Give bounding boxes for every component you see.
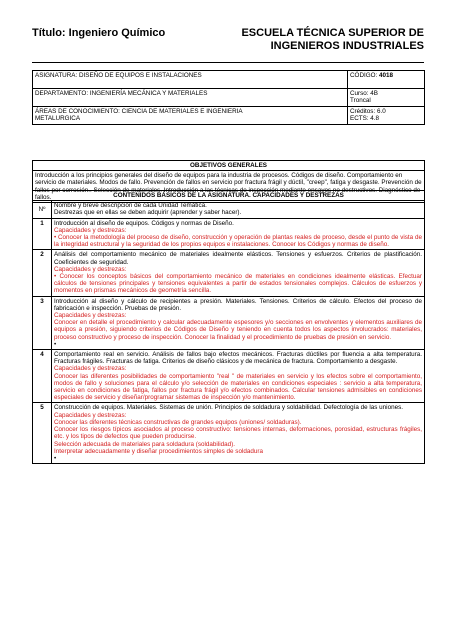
objectives-text: Introducción a los principios generales del diseño de equipos para la industria de procesos. Códigos de diseño. Comportamiento en servicio de materiales. Modos de fallo. Prevención de fallos en servicio por fractura frágil y dúctil, "creep", fatiga y desgaste. Prevención de fallos por corrosión.. Selección de materiales. Introducción a las técnicas de inspección mediante ensayos no destructivos. Diagnóstico de fallos. bbox=[33, 171, 425, 203]
department: DEPARTAMENTO: INGENIERÍA MECÁNICA Y MATERIALES bbox=[33, 89, 348, 107]
school-name-line-2: INGENIEROS INDUSTRIALES bbox=[270, 40, 424, 52]
header-divider bbox=[32, 62, 424, 63]
bullet: • bbox=[54, 454, 57, 462]
number-header: Nº bbox=[33, 201, 52, 218]
unit-skills: Conocer las diferentes posibilidades de comportamiento "real " de materiales en servicio y los efectos sobre el comportamiento, modos de fallo y soluciones para el cálculo y/o selección de materiales en condiciones especiales : servicio a alta temperatura, servicio en condiciones de fatiga, fallos por fractura frágil y/o efectos combinados. Calcular tensiones admisibles en condiciones especiales de servicio y diseñar/programar sistemas de inspección y/o mantenimiento. bbox=[54, 372, 422, 402]
skills-label: Capacidades y destrezas: bbox=[54, 265, 127, 273]
unit-skill-item: Conocer las diferentes técnicas constructivas de grandes equipos (uniones/ soldaduras). bbox=[54, 418, 302, 426]
course-code: CÓDIGO: 4018 bbox=[348, 71, 425, 89]
page-header bbox=[32, 27, 424, 61]
unit-row bbox=[33, 403, 425, 464]
unit-content bbox=[52, 403, 425, 464]
contents-title: CONTENIDOS BÁSICOS DE LA ASIGNATURA. CAPACIDADES Y DESTREZAS bbox=[33, 191, 425, 201]
objectives-title: OBJETIVOS GENERALES bbox=[33, 161, 425, 171]
unit-number: 4 bbox=[33, 350, 52, 403]
course-year: Curso: 4B Troncal bbox=[348, 89, 425, 107]
skills-label: Capacidades y destrezas: bbox=[54, 365, 127, 373]
description-header: Nombre y breve descripción de cada Unidad Temática. Destrezas que en ellas se deben adquirir (aprender y saber hacer). bbox=[52, 201, 425, 218]
unit-content bbox=[52, 350, 425, 403]
unit-skill-item: Interpretar adecuadamente y diseñar procedimientos simples de soldadura bbox=[54, 447, 263, 455]
unit-skills: Conocer en detalle el procedimiento y calcular adecuadamente espesores y/o secciones en envolventes y elementos auxiliares de equipos a presión, siguiendo criterios de Códigos de Diseño y teniendo en cuenta todos los aspectos involucrados: materiales, proceso constructivo y proceso de inspección. Conocer la finalidad y el procedimiento de pruebas de presión en servicio. bbox=[54, 319, 422, 341]
unit-number: 1 bbox=[33, 218, 52, 250]
unit-content bbox=[52, 250, 425, 296]
unit-number: 2 bbox=[33, 250, 52, 296]
contents-table bbox=[32, 190, 425, 464]
school-name bbox=[241, 27, 424, 53]
unit-description: Comportamiento real en servicio. Análisis de fallos bajo efectos mecánicos. Fracturas dúctiles por fluencia a alta temperatura. Fracturas frágiles. Fracturas de fatiga. Criterios de diseño clásicos y de mecánica de fractura. Comportamiento a desgaste. bbox=[54, 351, 422, 366]
course-name: ASIGNATURA: DISEÑO DE EQUIPOS E INSTALACIONES bbox=[33, 71, 348, 89]
knowledge-areas: ÁREAS DE CONOCIMIENTO: CIENCIA DE MATERIALES E INGENIERIA METALURGICA bbox=[33, 107, 348, 125]
unit-skills: • Conocer los conceptos básicos del comportamiento mecánico de materiales en condiciones idealmente elásticas. Efectuar cálculos de tensiones principales y tensiones equivalentes a partir de estados tensionales complejos. Cálculos de esfuerzos y momentos en prismas mecánicos de geometría sencilla. bbox=[54, 273, 422, 295]
unit-number: 3 bbox=[33, 296, 52, 349]
unit-row bbox=[33, 218, 425, 250]
unit-number: 5 bbox=[33, 403, 52, 464]
unit-description: Análisis del comportamiento mecánico de materiales idealmente elásticos. Tensiones y esfuerzos. Criterios de plastificación. Coeficientes de seguridad. bbox=[54, 251, 422, 266]
unit-row bbox=[33, 350, 425, 403]
bullet: • bbox=[54, 340, 57, 348]
skills-label: Capacidades y destrezas: bbox=[54, 411, 127, 419]
unit-row bbox=[33, 250, 425, 296]
unit-skill-item: Selección adecuada de materiales para soldadura (soldabilidad). bbox=[54, 440, 235, 448]
unit-content bbox=[52, 218, 425, 250]
unit-description: Introducción al diseño de equipos. Códigos y normas de Diseño. bbox=[54, 219, 234, 227]
unit-skill-item: Conocer los riesgos típicos asociados al proceso constructivo: tensiones internas, deformaciones, porosidad, estructuras frágiles, etc. y los tipos de defectos que pueden producirse. bbox=[54, 426, 422, 441]
credits: Créditos: 6.0 ECTS: 4.8 bbox=[348, 107, 425, 125]
unit-content bbox=[52, 296, 425, 349]
skills-label: Capacidades y destrezas: bbox=[54, 312, 127, 320]
unit-description: Introducción al diseño y cálculo de recipientes a presión. Materiales. Tensiones. Criterios de cálculo. Efectos del proceso de fabricación e inspección. Pruebas de presión. bbox=[54, 297, 422, 312]
course-info-table bbox=[32, 70, 425, 125]
school-name-line-1: ESCUELA TÉCNICA SUPERIOR DE bbox=[241, 27, 424, 39]
unit-row bbox=[33, 296, 425, 349]
unit-skills: • Conocer la metodología del proceso de diseño, construcción y operación de plantas reales de proceso, desde el punto de vista de la integridad estructural y la seguridad de los propios equipos e instalaciones. Conocer los Códigos y normas de diseño. bbox=[54, 234, 422, 249]
skills-label: Capacidades y destrezas: bbox=[54, 226, 127, 234]
unit-description: Construcción de equipos. Materiales. Sistemas de unión. Principios de soldadura y soldabilidad. Defectología de las uniones. bbox=[54, 404, 403, 412]
degree-title: Título: Ingeniero Químico bbox=[32, 27, 166, 39]
